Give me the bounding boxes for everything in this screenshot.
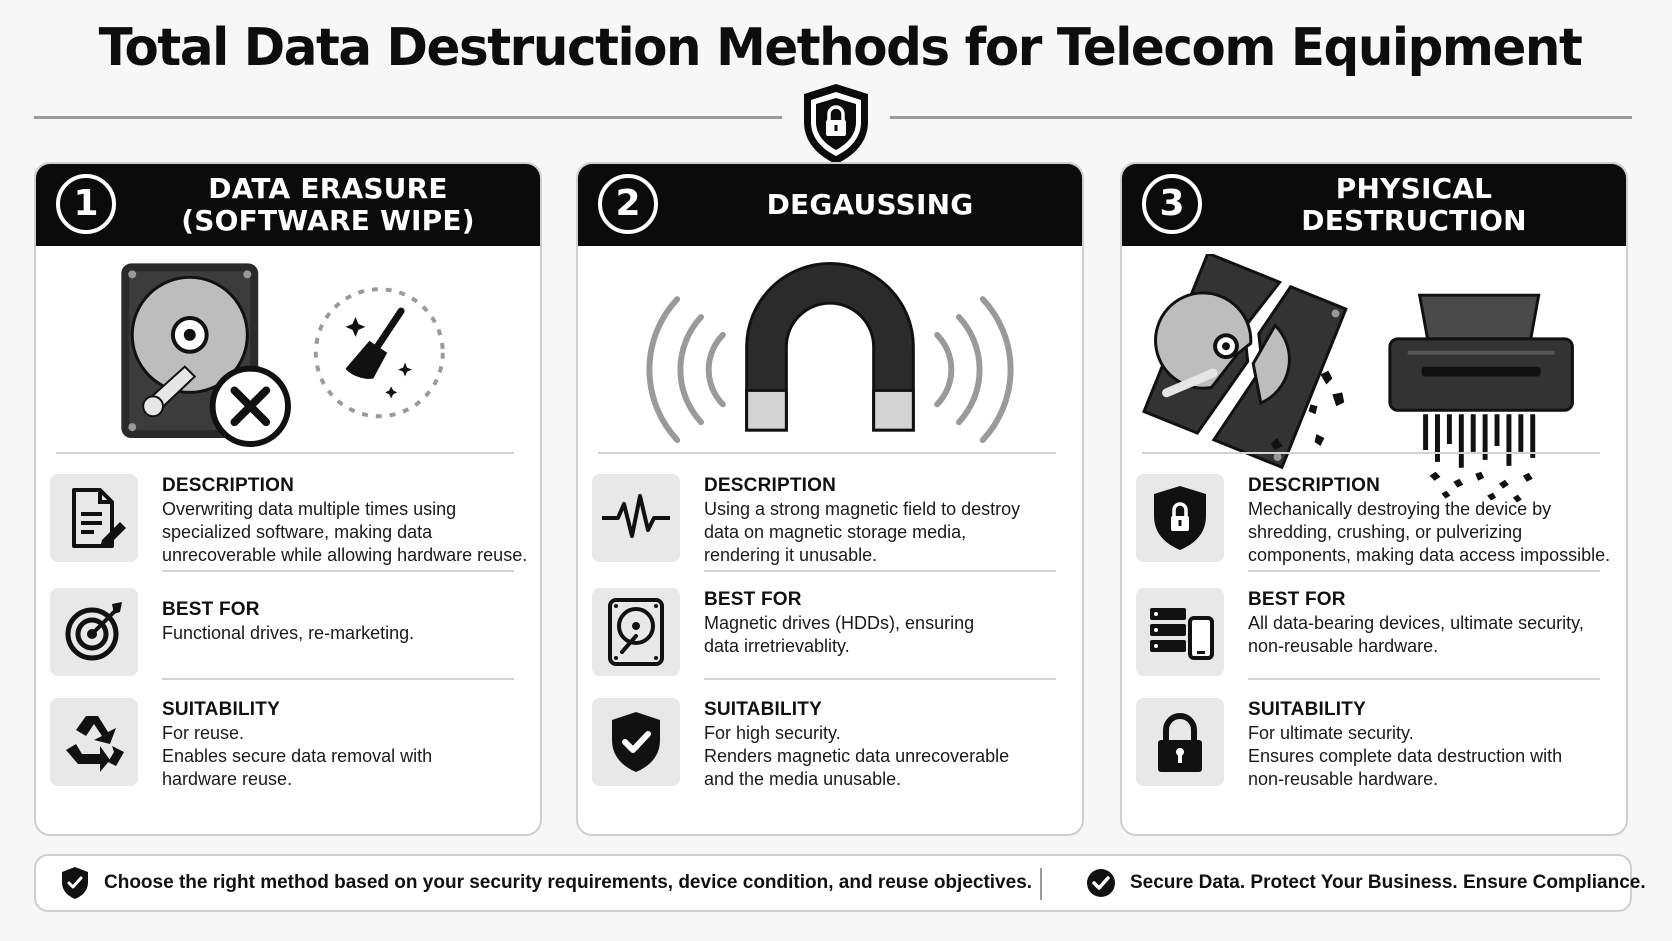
row-body-line: Functional drives, re-marketing.: [162, 623, 415, 643]
divider: [56, 452, 514, 454]
row-body-line: rendering it unusable.: [704, 545, 878, 565]
step-number: 1: [56, 174, 116, 234]
hard-drive-erase-illustration: [36, 254, 540, 634]
card-header: [578, 164, 1082, 246]
step-number: 2: [598, 174, 658, 234]
card-title-line: DATA ERASURE: [208, 172, 448, 205]
row-body-line: components, making data access impossible.: [1248, 545, 1611, 565]
shredder-icon: [1390, 295, 1573, 502]
icon-tile: [50, 588, 138, 676]
shield-check-icon: [60, 866, 90, 900]
row-body-line: Overwriting data multiple times using: [162, 499, 457, 519]
footer-right: [1086, 856, 1646, 910]
footer-left: [60, 856, 1032, 910]
card-data-erasure: [34, 162, 542, 836]
row-body-line: unrecoverable while allowing hardware reuse.: [162, 545, 528, 565]
row-body-line: Renders magnetic data unrecoverable: [704, 746, 1010, 766]
icon-tile: [592, 474, 680, 562]
row-heading: SUITABILITY: [1248, 699, 1366, 720]
shield-lock-icon: [1136, 474, 1224, 562]
row-body-line: non-reusable hardware.: [1248, 769, 1439, 789]
row-heading: BEST FOR: [162, 599, 260, 620]
row-body-line: For ultimate security.: [1248, 723, 1414, 743]
card-title: [1222, 164, 1606, 246]
row-body-line: shredding, crushing, or pulverizing: [1248, 522, 1523, 542]
card-physical-destruction: [1120, 162, 1628, 836]
card-title: [678, 164, 1062, 246]
row-body-line: hardware reuse.: [162, 769, 293, 789]
card-title-line: DESTRUCTION: [1301, 204, 1527, 237]
row-heading: SUITABILITY: [704, 699, 822, 720]
divider: [1248, 570, 1600, 572]
waveform-icon: [592, 474, 680, 562]
hard-drive-icon: [592, 588, 680, 676]
magnet-illustration: [578, 254, 1082, 634]
icon-tile: [1136, 474, 1224, 562]
icon-tile: [1136, 588, 1224, 676]
row-heading: DESCRIPTION: [1248, 475, 1381, 496]
card-title-line: DEGAUSSING: [766, 188, 974, 221]
row-heading: BEST FOR: [704, 589, 802, 610]
card-title: [136, 164, 520, 246]
row-body-line: Ensures complete data destruction with: [1248, 746, 1563, 766]
check-circle-icon: [1086, 868, 1116, 898]
row-heading: BEST FOR: [1248, 589, 1346, 610]
target-icon: [50, 588, 138, 676]
row-body-line: specialized software, making data: [162, 522, 433, 542]
divider: [704, 678, 1056, 680]
row-body-line: Enables secure data removal with: [162, 746, 433, 766]
icon-tile: [50, 698, 138, 786]
card-title-line: (SOFTWARE WIPE): [181, 204, 475, 237]
footer-left-text: Choose the right method based on your security requirements, device condition, and reuse objectives.: [104, 872, 1033, 893]
icon-tile: [1136, 698, 1224, 786]
card-degaussing: [576, 162, 1084, 836]
card-header: [1122, 164, 1626, 246]
row-body-line: All data-bearing devices, ultimate security,: [1248, 613, 1584, 633]
row-body-line: non-reusable hardware.: [1248, 636, 1439, 656]
magnetic-wave-icon: [649, 299, 1010, 440]
row-body-line: data on magnetic storage media,: [704, 522, 967, 542]
icon-tile: [50, 474, 138, 562]
step-number: 3: [1142, 174, 1202, 234]
row-body-line: For reuse.: [162, 723, 245, 743]
divider: [162, 570, 514, 572]
magnet-icon: [747, 263, 914, 430]
divider: [598, 452, 1056, 454]
icon-tile: [592, 588, 680, 676]
row-body-line: For high security.: [704, 723, 841, 743]
footer-banner: [34, 854, 1646, 912]
shred-illustration: [1122, 254, 1626, 634]
row-heading: SUITABILITY: [162, 699, 280, 720]
shield-check-icon: [592, 698, 680, 786]
row-body-line: and the media unusable.: [704, 769, 902, 789]
broom-icon: [316, 289, 443, 416]
close-icon: [213, 369, 288, 444]
server-phone-icon: [1136, 588, 1224, 676]
row-body-line: Using a strong magnetic field to destroy: [704, 499, 1021, 519]
icon-tile: [592, 698, 680, 786]
row-heading: DESCRIPTION: [162, 475, 295, 496]
title-rule-left: [34, 116, 782, 119]
shield-lock-badge-icon: [800, 82, 872, 166]
row-body-line: Magnetic drives (HDDs), ensuring: [704, 613, 975, 633]
padlock-icon: [1136, 698, 1224, 786]
footer-separator: [1040, 868, 1042, 900]
divider: [704, 570, 1056, 572]
row-heading: DESCRIPTION: [704, 475, 837, 496]
card-header: [36, 164, 540, 246]
divider: [1142, 452, 1600, 454]
row-body-line: Mechanically destroying the device by: [1248, 499, 1552, 519]
card-title-line: PHYSICAL: [1335, 172, 1493, 205]
page-title: Total Data Destruction Methods for Telecom Equipment: [98, 18, 1582, 78]
footer-right-text: Secure Data. Protect Your Business. Ensure Compliance.: [1130, 872, 1646, 893]
row-body-line: data irretrievablity.: [704, 636, 850, 656]
broken-hard-drive-icon: [1126, 254, 1346, 467]
title-rule-right: [890, 116, 1632, 119]
divider: [1248, 678, 1600, 680]
divider: [162, 678, 514, 680]
recycle-icon: [50, 698, 138, 786]
document-edit-icon: [50, 474, 138, 562]
